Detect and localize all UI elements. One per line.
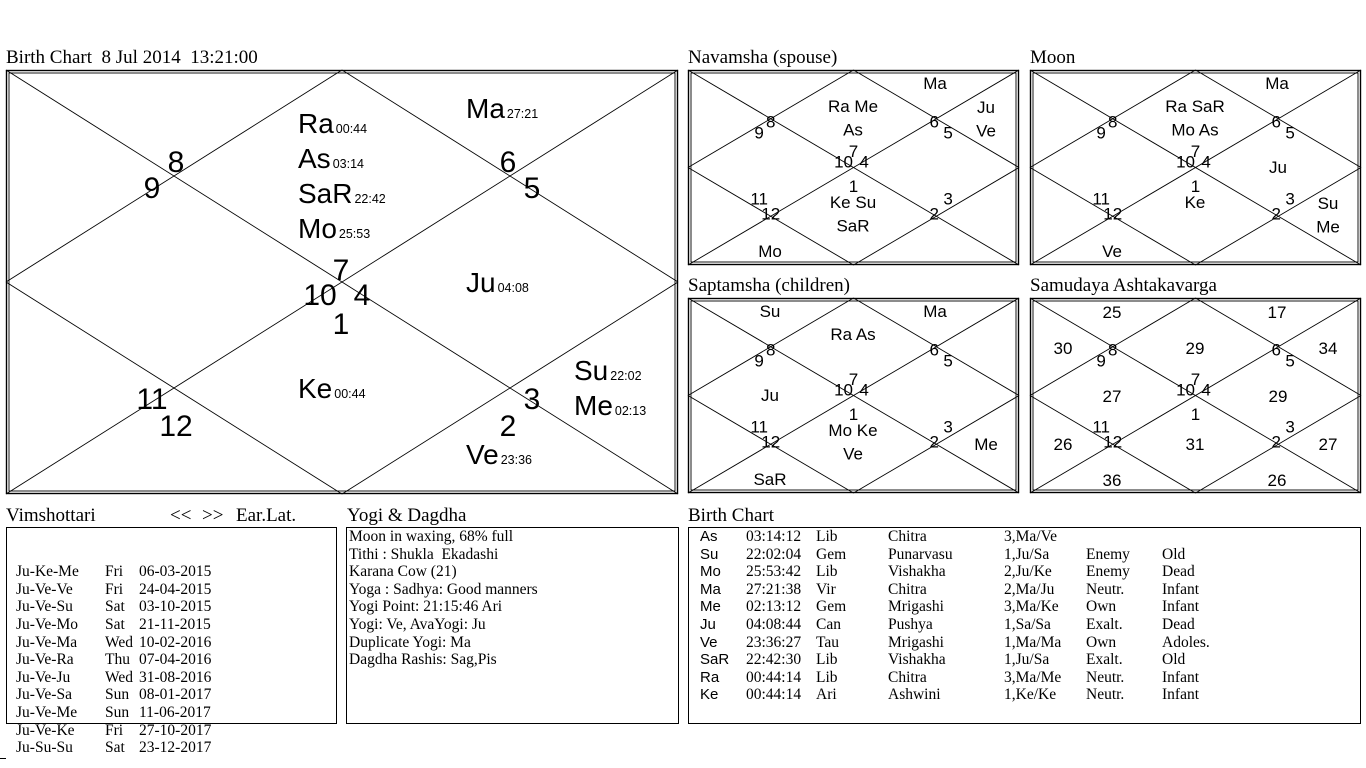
planet-longitude: 22:02:04 bbox=[746, 545, 802, 563]
dasha-weekday: Wed bbox=[105, 668, 134, 686]
house-sign-h1: 7 bbox=[848, 369, 859, 389]
dasha-row[interactable] bbox=[16, 686, 332, 704]
house-sign-h6: 2 bbox=[1271, 204, 1281, 224]
house-sign-h9: 11 bbox=[1092, 417, 1110, 437]
house-sign-h1: 7 bbox=[848, 141, 859, 161]
vimshottari-title: Vimshottari bbox=[6, 505, 96, 526]
house-sign-h10: 10 bbox=[834, 152, 854, 172]
house-sign-h6: 2 bbox=[929, 432, 939, 452]
planet-sign: Ari bbox=[816, 686, 837, 704]
saptamsha-chart bbox=[688, 298, 1019, 493]
planet-relation: Neutr. bbox=[1086, 580, 1125, 598]
yogi-line: Duplicate Yogi: Ma bbox=[349, 633, 471, 651]
planet-pada: 2,Ju/Ke bbox=[1004, 563, 1052, 581]
house-sign-h1: 7 bbox=[1190, 141, 1201, 161]
planet-name: Su bbox=[700, 545, 719, 563]
house-sign-h12: 8 bbox=[1108, 112, 1118, 132]
planet-pada: 1,Ju/Sa bbox=[1004, 545, 1050, 563]
planet-longitude: 00:44:14 bbox=[746, 668, 802, 686]
yogi-line: Moon in waxing, 68% full bbox=[349, 528, 514, 545]
dasha-row[interactable] bbox=[16, 739, 332, 757]
house-sign-h9: 11 bbox=[750, 417, 768, 437]
planet-name: Ve bbox=[700, 633, 718, 651]
planet-longitude: 00:44:14 bbox=[746, 686, 802, 704]
house-h12-content: Su bbox=[759, 302, 781, 321]
dasha-period: Ju-Ve-Ma bbox=[16, 633, 78, 651]
planet-su: Su 22:02 bbox=[574, 355, 642, 386]
planet-ke: Ke 00:44 bbox=[298, 373, 366, 404]
house-h2-content: Ma bbox=[1265, 74, 1289, 93]
planet-sign: Gem bbox=[816, 598, 847, 616]
planet-nakshatra: Mrigashi bbox=[888, 633, 944, 651]
dasha-weekday: Sat bbox=[105, 598, 125, 616]
planet-longitude: 02:13:12 bbox=[746, 598, 802, 616]
house-sign-h2: 6 bbox=[929, 112, 939, 132]
planet-degree: 00:44 bbox=[334, 387, 366, 401]
planet-row[interactable] bbox=[700, 546, 1356, 564]
house-sign-h1: 7 bbox=[332, 254, 350, 287]
planet-avastha: Infant bbox=[1162, 668, 1200, 686]
house-h1-content: 29 bbox=[1185, 339, 1205, 358]
dasha-date: 07-04-2016 bbox=[139, 651, 212, 669]
house-sign-h12: 8 bbox=[766, 112, 776, 132]
ear-lat-button[interactable]: Ear.Lat. bbox=[236, 505, 297, 526]
planet-longitude: 04:08:44 bbox=[746, 615, 802, 633]
planet-row[interactable] bbox=[700, 651, 1356, 669]
house-sign-h12: 8 bbox=[167, 146, 185, 179]
house-sign-h8: 12 bbox=[1103, 432, 1123, 452]
planet-avastha: Infant bbox=[1162, 598, 1200, 616]
dasha-date: 06-03-2015 bbox=[139, 563, 212, 581]
house-sign-h11: 9 bbox=[754, 123, 764, 143]
yogi-line: Yogi Point: 21:15:46 Ari bbox=[349, 598, 503, 616]
house-sign-h11: 9 bbox=[1096, 351, 1106, 371]
planet-degree: 00:44 bbox=[335, 122, 368, 136]
house-h5-content: Me bbox=[974, 435, 998, 454]
house-sign-h9: 11 bbox=[136, 383, 168, 416]
dasha-weekday: Fri bbox=[105, 721, 124, 739]
dasha-weekday: Sat bbox=[105, 615, 125, 633]
dasha-date: 24-04-2015 bbox=[139, 580, 212, 598]
dasha-date: 10-02-2016 bbox=[139, 633, 212, 651]
house-h2-content: 17 bbox=[1267, 303, 1287, 322]
planet-pada: 1,Sa/Sa bbox=[1004, 615, 1051, 633]
planet-as: As 03:14 bbox=[298, 143, 364, 174]
planet-avastha: Infant bbox=[1162, 686, 1200, 704]
navamsha-chart bbox=[688, 70, 1019, 265]
dasha-period: Ju-Ve-Ke bbox=[16, 721, 75, 739]
house-sign-h8: 12 bbox=[761, 432, 781, 452]
planet-longitude: 25:53:42 bbox=[746, 563, 802, 581]
house-h6-content: Me bbox=[1316, 217, 1340, 237]
dasha-weekday: Sun bbox=[105, 703, 130, 721]
planet-relation: Neutr. bbox=[1086, 668, 1125, 686]
house-sign-h3: 5 bbox=[523, 172, 541, 205]
house-h6-content: Su bbox=[1317, 194, 1339, 213]
moon-chart-title: Moon bbox=[1030, 47, 1076, 68]
planet-sar: SaR 22:42 bbox=[298, 178, 386, 209]
house-sign-h10: 10 bbox=[1176, 152, 1196, 172]
house-h8-content: SaR bbox=[753, 470, 787, 489]
ashtakavarga-title: Samudaya Ashtakavarga bbox=[1030, 275, 1217, 296]
house-sign-h5: 3 bbox=[943, 417, 953, 437]
house-h1-content: Ra As bbox=[830, 325, 876, 344]
planet-pada: 3,Ma/Ke bbox=[1004, 598, 1059, 616]
planet-degree: 27:21 bbox=[506, 107, 539, 121]
dasha-row[interactable] bbox=[16, 598, 332, 616]
dasha-period: Ju-Ve-Sa bbox=[16, 686, 72, 704]
navamsha-title: Navamsha (spouse) bbox=[688, 47, 838, 68]
dasha-weekday: Sun bbox=[105, 686, 130, 704]
planet-degree: 02:13 bbox=[614, 404, 647, 418]
planet-table-title: Birth Chart bbox=[688, 505, 775, 526]
house-sign-h12: 8 bbox=[1108, 340, 1118, 360]
planet-name: Mo bbox=[700, 563, 721, 581]
dasha-date: 08-01-2017 bbox=[139, 686, 212, 704]
house-sign-h10: 10 bbox=[1176, 380, 1196, 400]
dasha-row[interactable] bbox=[16, 722, 332, 740]
house-sign-h7: 1 bbox=[1190, 405, 1201, 425]
planet-name: Ma bbox=[700, 580, 721, 598]
dasha-date: 23-12-2017 bbox=[139, 739, 212, 757]
dasha-period: Ju-Ve-Ra bbox=[16, 651, 74, 669]
house-h3-content: 34 bbox=[1318, 339, 1338, 358]
house-sign-h11: 9 bbox=[1096, 123, 1106, 143]
planet-pada: 2,Ma/Ju bbox=[1004, 580, 1055, 598]
yogi-line: Karana Cow (21) bbox=[349, 563, 457, 581]
house-sign-h10: 10 bbox=[834, 380, 854, 400]
planet-me: Me 02:13 bbox=[574, 390, 647, 421]
house-sign-h2: 6 bbox=[929, 340, 939, 360]
house-sign-h11: 9 bbox=[143, 172, 161, 205]
house-h1-content: Ra SaR bbox=[1165, 97, 1225, 116]
house-h7-content: Ke Su bbox=[829, 193, 877, 212]
house-sign-h4: 4 bbox=[859, 152, 869, 172]
planet-sign: Lib bbox=[816, 563, 838, 581]
planet-relation: Exalt. bbox=[1086, 651, 1123, 669]
planet-name: Ju bbox=[700, 615, 716, 633]
house-h9-content: 26 bbox=[1053, 435, 1073, 454]
dasha-period: Ju-Ke-Me bbox=[16, 563, 79, 581]
planet-sign: Vir bbox=[816, 580, 836, 598]
planet-longitude: 23:36:27 bbox=[746, 633, 802, 651]
planet-row[interactable] bbox=[700, 563, 1356, 581]
planet-name: Ke bbox=[700, 686, 719, 704]
house-sign-h1: 7 bbox=[1190, 369, 1201, 389]
dasha-weekday: Wed bbox=[105, 633, 134, 651]
house-h4-content: Ju bbox=[1269, 158, 1287, 177]
planet-longitude: 27:21:38 bbox=[746, 580, 802, 598]
planet-avastha: Dead bbox=[1162, 563, 1195, 581]
dasha-period: Ju-Ve-Su bbox=[16, 598, 73, 616]
planet-nakshatra: Chitra bbox=[888, 580, 927, 598]
dasha-weekday: Sat bbox=[105, 739, 125, 757]
house-h8-content: 36 bbox=[1102, 471, 1122, 490]
planet-nakshatra: Mrigashi bbox=[888, 598, 944, 616]
house-sign-h4: 4 bbox=[859, 380, 869, 400]
dasha-period: Ju-Ve-Me bbox=[16, 703, 78, 721]
house-h7-content: Ve bbox=[843, 444, 863, 464]
planet-nakshatra: Vishakha bbox=[888, 563, 946, 581]
planet-sign: Gem bbox=[816, 545, 847, 563]
house-sign-h3: 5 bbox=[1285, 351, 1295, 371]
house-sign-h3: 5 bbox=[943, 351, 953, 371]
dasha-row[interactable] bbox=[16, 704, 332, 722]
planet-table bbox=[700, 528, 1356, 704]
birth-chart-title: Birth Chart 8 Jul 2014 13:21:00 bbox=[6, 47, 258, 68]
planet-pada: 3,Ma/Ve bbox=[1004, 528, 1057, 545]
planet-ju: Ju 04:08 bbox=[466, 267, 529, 298]
planet-longitude: 03:14:12 bbox=[746, 528, 802, 545]
next-period-button[interactable]: >> bbox=[202, 505, 224, 526]
planet-degree: 03:14 bbox=[332, 157, 364, 171]
house-sign-h12: 8 bbox=[766, 340, 776, 360]
dasha-row[interactable] bbox=[16, 651, 332, 669]
dasha-weekday: Fri bbox=[105, 580, 124, 598]
moon-chart bbox=[1030, 70, 1361, 265]
dasha-date: 21-11-2015 bbox=[139, 615, 211, 633]
planet-nakshatra: Chitra bbox=[888, 668, 927, 686]
dasha-period: Ju-Su-Su bbox=[16, 739, 73, 757]
house-h2-content: Ma bbox=[923, 74, 947, 93]
house-h3-content: Ve bbox=[976, 121, 996, 141]
house-sign-h6: 2 bbox=[499, 410, 517, 443]
planet-sign: Lib bbox=[816, 528, 838, 545]
planet-relation: Exalt. bbox=[1086, 615, 1123, 633]
planet-avastha: Infant bbox=[1162, 580, 1200, 598]
yogi-line: Yogi: Ve, AvaYogi: Ju bbox=[349, 615, 486, 633]
house-h7-content: Mo Ke bbox=[828, 421, 878, 440]
planet-name: Me bbox=[700, 598, 721, 616]
house-h7-content: 31 bbox=[1185, 435, 1205, 454]
house-sign-h3: 5 bbox=[1285, 123, 1295, 143]
planet-ve: Ve 23:36 bbox=[466, 439, 532, 470]
house-h7-content: SaR bbox=[836, 216, 870, 236]
dasha-date: 11-06-2017 bbox=[139, 703, 211, 721]
planet-row[interactable] bbox=[700, 669, 1356, 687]
house-h10-content: Ju bbox=[761, 386, 779, 405]
planet-degree: 22:42 bbox=[354, 192, 386, 206]
house-sign-h7: 1 bbox=[848, 177, 859, 197]
planet-name: As bbox=[700, 528, 718, 545]
planet-degree: 04:08 bbox=[497, 281, 529, 295]
house-sign-h2: 6 bbox=[499, 146, 517, 179]
house-sign-h7: 1 bbox=[1190, 177, 1201, 197]
house-sign-h8: 12 bbox=[159, 410, 193, 443]
house-h3-content: Ju bbox=[977, 98, 995, 117]
planet-sign: Can bbox=[816, 615, 841, 633]
planet-name: Ra bbox=[700, 668, 720, 686]
house-h6-content: 26 bbox=[1267, 471, 1287, 490]
planet-pada: 3,Ma/Me bbox=[1004, 668, 1062, 686]
planet-relation: Neutr. bbox=[1086, 686, 1125, 704]
house-sign-h5: 3 bbox=[943, 189, 953, 209]
planet-pada: 1,Ju/Sa bbox=[1004, 651, 1050, 669]
planet-nakshatra: Ashwini bbox=[888, 686, 941, 704]
house-sign-h6: 2 bbox=[1271, 432, 1281, 452]
house-h10-content: 27 bbox=[1102, 387, 1122, 406]
dasha-period: Ju-Ve-Ju bbox=[16, 668, 71, 686]
planet-avastha: Adoles. bbox=[1162, 633, 1210, 651]
planet-sign: Tau bbox=[816, 633, 840, 651]
house-sign-h2: 6 bbox=[1271, 340, 1281, 360]
planet-degree: 25:53 bbox=[338, 227, 371, 241]
dasha-date: 03-10-2015 bbox=[139, 598, 212, 616]
corner-mark bbox=[0, 758, 6, 759]
planet-degree: 23:36 bbox=[500, 453, 532, 467]
birth-chart bbox=[6, 70, 678, 494]
house-h1-content: As bbox=[843, 120, 863, 140]
house-sign-h4: 4 bbox=[1201, 152, 1211, 172]
dasha-weekday: Fri bbox=[105, 563, 124, 581]
house-sign-h11: 9 bbox=[754, 351, 764, 371]
yogi-line: Yoga : Sadhya: Good manners bbox=[349, 580, 538, 598]
vimshottari-list bbox=[16, 528, 332, 757]
planet-nakshatra: Vishakha bbox=[888, 651, 946, 669]
planet-pada: 1,Ma/Ma bbox=[1004, 633, 1062, 651]
house-h11-content: 30 bbox=[1053, 339, 1073, 358]
dasha-row[interactable] bbox=[16, 616, 332, 634]
house-h4-content: 29 bbox=[1268, 387, 1288, 406]
planet-ma: Ma 27:21 bbox=[466, 93, 539, 124]
planet-mo: Mo 25:53 bbox=[298, 213, 371, 244]
house-sign-h5: 3 bbox=[1285, 189, 1295, 209]
planet-longitude: 22:42:30 bbox=[746, 651, 802, 669]
house-sign-h5: 3 bbox=[523, 383, 541, 416]
planet-row[interactable] bbox=[700, 616, 1356, 634]
house-sign-h4: 4 bbox=[353, 279, 371, 312]
planet-nakshatra: Punarvasu bbox=[888, 545, 953, 563]
dasha-weekday: Thu bbox=[105, 651, 130, 669]
dasha-date: 31-08-2016 bbox=[139, 668, 212, 686]
house-h7-content: Ke bbox=[1184, 193, 1206, 212]
house-h12-content: 25 bbox=[1102, 303, 1122, 322]
planet-sign: Lib bbox=[816, 668, 838, 686]
dasha-row[interactable] bbox=[16, 563, 332, 581]
planet-pada: 1,Ke/Ke bbox=[1004, 686, 1057, 704]
planet-relation: Enemy bbox=[1086, 545, 1130, 563]
house-sign-h8: 12 bbox=[1103, 204, 1123, 224]
house-h1-content: Mo As bbox=[1171, 120, 1219, 140]
saptamsha-title: Saptamsha (children) bbox=[688, 275, 850, 296]
house-h5-content: 27 bbox=[1318, 435, 1338, 454]
house-h1-content: Ra Me bbox=[827, 97, 879, 116]
planet-avastha: Old bbox=[1162, 545, 1186, 563]
planet-degree: 22:02 bbox=[610, 369, 642, 383]
planet-relation: Enemy bbox=[1086, 563, 1130, 581]
planet-row[interactable] bbox=[700, 581, 1356, 599]
yogi-list bbox=[349, 528, 675, 669]
planet-row[interactable] bbox=[700, 528, 1356, 546]
planet-ra: Ra 00:44 bbox=[298, 108, 368, 139]
dasha-period: Ju-Ve-Ve bbox=[16, 580, 73, 598]
dasha-period: Ju-Ve-Mo bbox=[16, 615, 78, 633]
previous-period-button[interactable]: << bbox=[170, 505, 192, 526]
house-sign-h7: 1 bbox=[332, 308, 350, 341]
house-sign-h7: 1 bbox=[848, 405, 859, 425]
planet-row[interactable] bbox=[700, 686, 1356, 704]
planet-relation: Own bbox=[1086, 633, 1117, 651]
house-sign-h2: 6 bbox=[1271, 112, 1281, 132]
planet-avastha: Dead bbox=[1162, 615, 1195, 633]
planet-nakshatra: Pushya bbox=[888, 615, 933, 633]
house-h8-content: Mo bbox=[758, 242, 782, 261]
house-sign-h3: 5 bbox=[943, 123, 953, 143]
dasha-date: 27-10-2017 bbox=[139, 721, 212, 739]
house-sign-h9: 11 bbox=[1092, 189, 1110, 209]
house-sign-h10: 10 bbox=[303, 279, 337, 312]
planet-relation: Own bbox=[1086, 598, 1117, 616]
planet-nakshatra: Chitra bbox=[888, 528, 927, 545]
yogi-line: Dagdha Rashis: Sag,Pis bbox=[349, 651, 497, 669]
dasha-row[interactable] bbox=[16, 634, 332, 652]
dasha-row[interactable] bbox=[16, 669, 332, 687]
house-sign-h4: 4 bbox=[1201, 380, 1211, 400]
dasha-row[interactable] bbox=[16, 581, 332, 599]
planet-name: SaR bbox=[700, 651, 730, 669]
house-sign-h5: 3 bbox=[1285, 417, 1295, 437]
house-sign-h6: 2 bbox=[929, 204, 939, 224]
yogi-dagdha-title: Yogi & Dagdha bbox=[347, 505, 467, 526]
planet-sign: Lib bbox=[816, 651, 838, 669]
house-h8-content: Ve bbox=[1102, 242, 1122, 261]
planet-avastha: Old bbox=[1162, 651, 1186, 669]
yogi-line: Tithi : Shukla Ekadashi bbox=[349, 545, 499, 563]
house-sign-h8: 12 bbox=[761, 204, 781, 224]
house-h2-content: Ma bbox=[923, 302, 947, 321]
planet-row[interactable] bbox=[700, 634, 1356, 652]
planet-row[interactable] bbox=[700, 598, 1356, 616]
house-sign-h9: 11 bbox=[750, 189, 768, 209]
ashtakavarga-chart bbox=[1030, 298, 1361, 493]
